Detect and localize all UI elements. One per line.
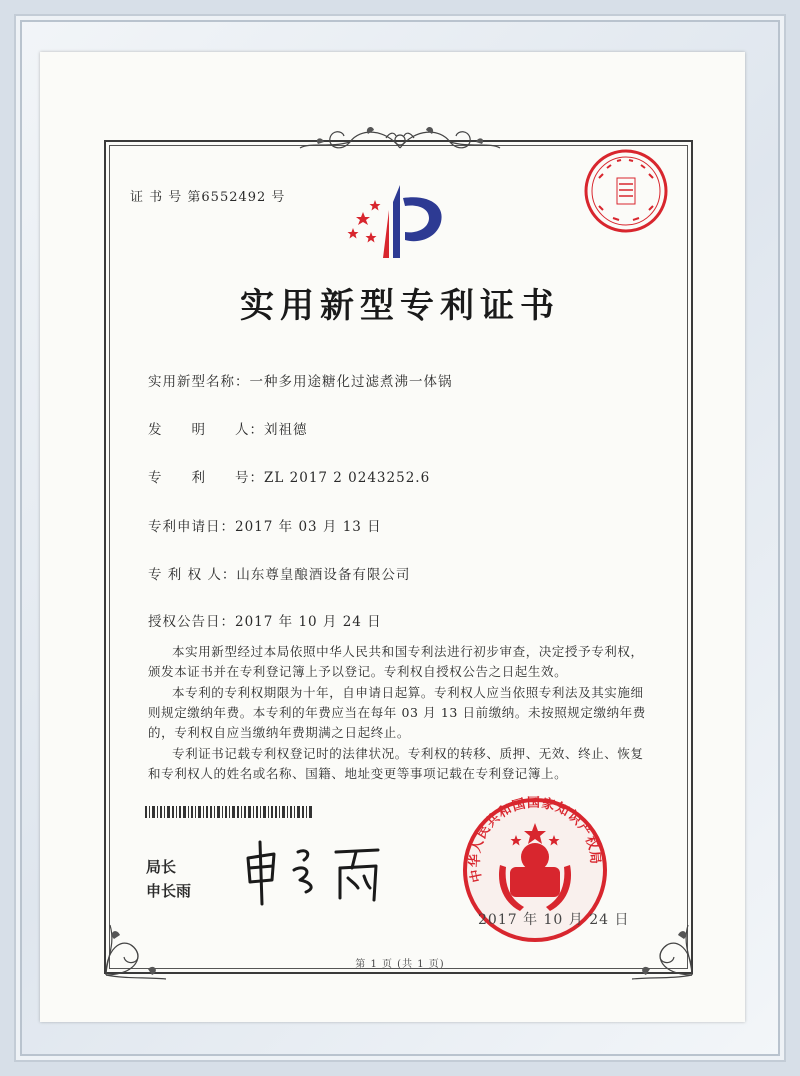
certificate-number: 证 书 号 第6552492 号 [130, 190, 286, 205]
corner-ornament-left-icon [96, 905, 176, 985]
page-number: 第 1 页 (共 1 页) [355, 959, 445, 970]
corner-ornament-right-icon [622, 905, 702, 985]
field-value: 刘祖德 [264, 422, 308, 438]
field-label: 实用新型名称： [148, 374, 250, 390]
barcode-icon [145, 806, 315, 818]
seal-text: 中华人民共和国国家知识产权局 [467, 795, 603, 884]
field-utility-model-name [148, 370, 453, 390]
field-value: ZL 2017 2 0243252.6 [264, 470, 431, 486]
field-patentee [148, 563, 410, 583]
seal-date: 2017 年 10 月 24 日 [478, 912, 630, 928]
field-label: 授权公告日： [148, 614, 235, 630]
field-announcement-date [148, 610, 382, 630]
director-name: 申长雨 [146, 882, 192, 900]
director-signature-icon [240, 838, 390, 908]
top-ornament-icon [290, 118, 510, 158]
field-value: 一种多用途糖化过滤煮沸一体锅 [249, 374, 453, 390]
field-value: 山东尊皇酿酒设备有限公司 [236, 567, 411, 583]
body-paragraph-2: 本专利的专利权期限为十年，自申请日起算。专利权人应当依照专利法及其实施细则规定缴纳年费。本专利的年费应当在每年 03 月 13 日前缴纳。未按照规定缴纳年费的，专利权自应当缴纳年费期满之日起终止。 [148, 685, 646, 740]
director-title: 局长 [146, 858, 177, 876]
patent-office-logo-icon [345, 180, 455, 260]
field-patent-number [148, 466, 430, 486]
body-paragraph-3: 专利证书记载专利权登记时的法律状况。专利权的转移、质押、无效、终止、恢复和专利权人的姓名或名称、国籍、地址变更等事项记载在专利登记簿上。 [148, 746, 644, 781]
field-label: 专 利 权 人： [148, 567, 237, 583]
field-inventor [148, 418, 308, 438]
field-value: 2017 年 03 月 13 日 [235, 519, 382, 535]
field-label: 发 明 人： [148, 422, 264, 438]
field-label: 专 利 号： [148, 470, 264, 486]
field-label: 专利申请日： [148, 519, 235, 535]
certificate-title: 实用新型专利证书 [240, 286, 560, 326]
field-filing-date [148, 515, 382, 535]
field-value: 2017 年 10 月 24 日 [235, 614, 382, 630]
top-right-stamp-icon [583, 148, 669, 234]
body-paragraph-1: 本实用新型经过本局依照中华人民共和国专利法进行初步审查，决定授予专利权，颁发本证书并在专利登记簿上予以登记。专利权自授权公告之日起生效。 [148, 644, 644, 679]
